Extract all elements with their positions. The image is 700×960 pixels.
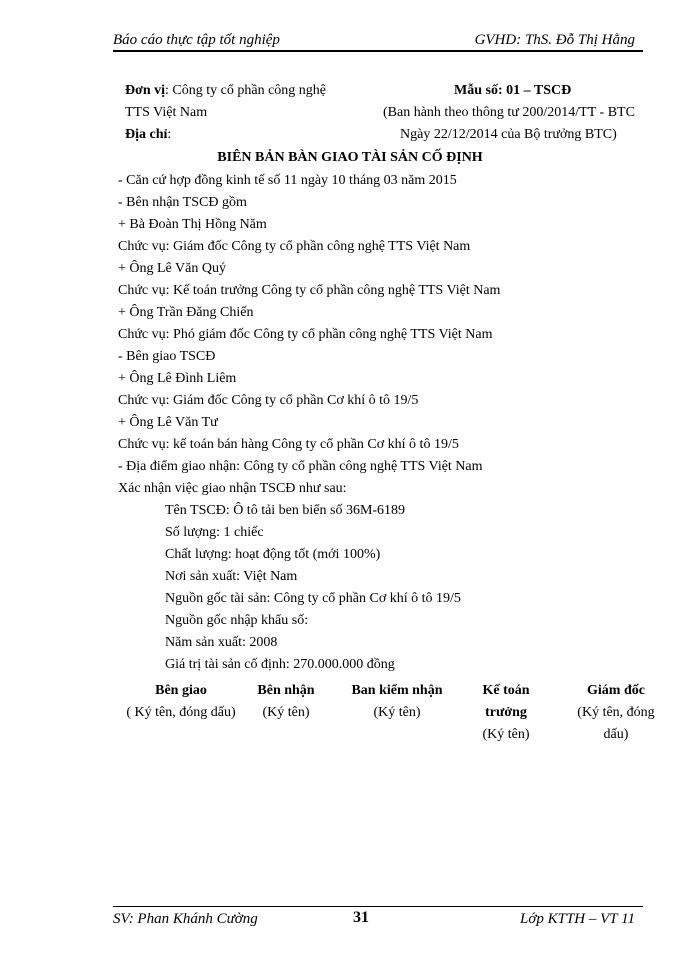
body-line: Xác nhận việc giao nhận TSCĐ như sau: xyxy=(118,481,347,496)
signature-note: (Ký tên) xyxy=(373,705,421,720)
body-line: + Ông Trần Đăng Chiến xyxy=(118,305,254,320)
address-label: Địa chỉ xyxy=(125,127,168,142)
signature-block xyxy=(236,680,336,724)
signature-note: (Ký tên) xyxy=(482,727,530,742)
address-value: : xyxy=(167,127,172,142)
body-line: - Địa điểm giao nhận: Công ty cổ phần công nghệ TTS Việt Nam xyxy=(118,459,483,474)
asset-line: Chất lượng: hoạt động tốt (mới 100%) xyxy=(165,547,381,562)
body-line: - Căn cứ hợp đồng kinh tế số 11 ngày 10 tháng 03 năm 2015 xyxy=(118,173,457,188)
form-number: Mẫu số: 01 – TSCĐ xyxy=(454,83,572,98)
signature-block xyxy=(566,680,666,746)
signature-role: Ban kiểm nhận xyxy=(351,683,443,698)
form-note-2: Ngày 22/12/2014 của Bộ trưởng BTC) xyxy=(400,127,617,142)
body-line: + Bà Đoàn Thị Hồng Năm xyxy=(118,217,267,232)
signature-block xyxy=(126,680,236,724)
body-line: + Ông Lê Văn Quý xyxy=(118,261,226,276)
body-line: Chức vụ: Phó giám đốc Công ty cổ phần công nghệ TTS Việt Nam xyxy=(118,327,493,342)
body-line: Chức vụ: kế toán bán hàng Công ty cổ phần Cơ khí ô tô 19/5 xyxy=(118,437,459,452)
unit-value: : Công ty cổ phần công nghệ xyxy=(165,83,327,98)
unit-label: Đơn vị xyxy=(125,83,166,98)
signature-note: ( Ký tên, đóng dấu) xyxy=(126,705,236,720)
asset-line: Giá trị tài sản cố định: 270.000.000 đồng xyxy=(165,657,395,672)
signature-note: (Ký tên) xyxy=(262,705,310,720)
body-line: Chức vụ: Kế toán trưởng Công ty cổ phần công nghệ TTS Việt Nam xyxy=(118,283,501,298)
running-footer xyxy=(113,906,643,931)
signature-block xyxy=(350,680,444,724)
signature-role: Kế toán trưởng xyxy=(482,683,530,720)
signature-role: Bên giao xyxy=(155,683,207,698)
asset-line: Nơi sản xuất: Việt Nam xyxy=(165,569,298,584)
address-line xyxy=(125,126,171,144)
signature-note: (Ký tên, đóng dấu) xyxy=(577,705,655,742)
unit-value-2: TTS Việt Nam xyxy=(125,105,208,120)
asset-line: Số lượng: 1 chiếc xyxy=(165,525,264,540)
body-line: - Bên nhận TSCĐ gồm xyxy=(118,195,247,210)
unit-line xyxy=(125,82,326,100)
asset-line: Tên TSCĐ: Ô tô tải ben biển số 36M-6189 xyxy=(165,503,406,518)
form-note-1: (Ban hành theo thông tư 200/2014/TT - BTC xyxy=(383,105,635,120)
body-line: Chức vụ: Giám đốc Công ty cổ phần công nghệ TTS Việt Nam xyxy=(118,239,471,254)
signature-role: Giám đốc xyxy=(587,683,645,698)
footer-left: SV: Phan Khánh Cường xyxy=(113,911,258,927)
body-line: Chức vụ: Giám đốc Công ty cổ phần Cơ khí ô tô 19/5 xyxy=(118,393,419,408)
page-number: 31 xyxy=(353,909,369,926)
body-line: + Ông Lê Đình Liêm xyxy=(118,371,237,386)
body-line: + Ông Lê Văn Tư xyxy=(118,415,218,430)
header-right: GVHD: ThS. Đỗ Thị Hằng xyxy=(474,32,635,48)
asset-line: Nguồn gốc tài sản: Công ty cổ phần Cơ khí ô tô 19/5 xyxy=(165,591,461,606)
footer-right: Lớp KTTH – VT 11 xyxy=(520,911,635,927)
signature-block xyxy=(464,680,548,746)
asset-line: Năm sản xuất: 2008 xyxy=(165,635,278,650)
header-left: Báo cáo thực tập tốt nghiệp xyxy=(113,32,280,48)
body-line: - Bên giao TSCĐ xyxy=(118,349,216,364)
document-title: BIÊN BẢN BÀN GIAO TÀI SẢN CỐ ĐỊNH xyxy=(217,150,483,165)
signature-role: Bên nhận xyxy=(257,683,315,698)
asset-line: Nguồn gốc nhập khẩu số: xyxy=(165,613,309,628)
running-header xyxy=(113,30,643,52)
